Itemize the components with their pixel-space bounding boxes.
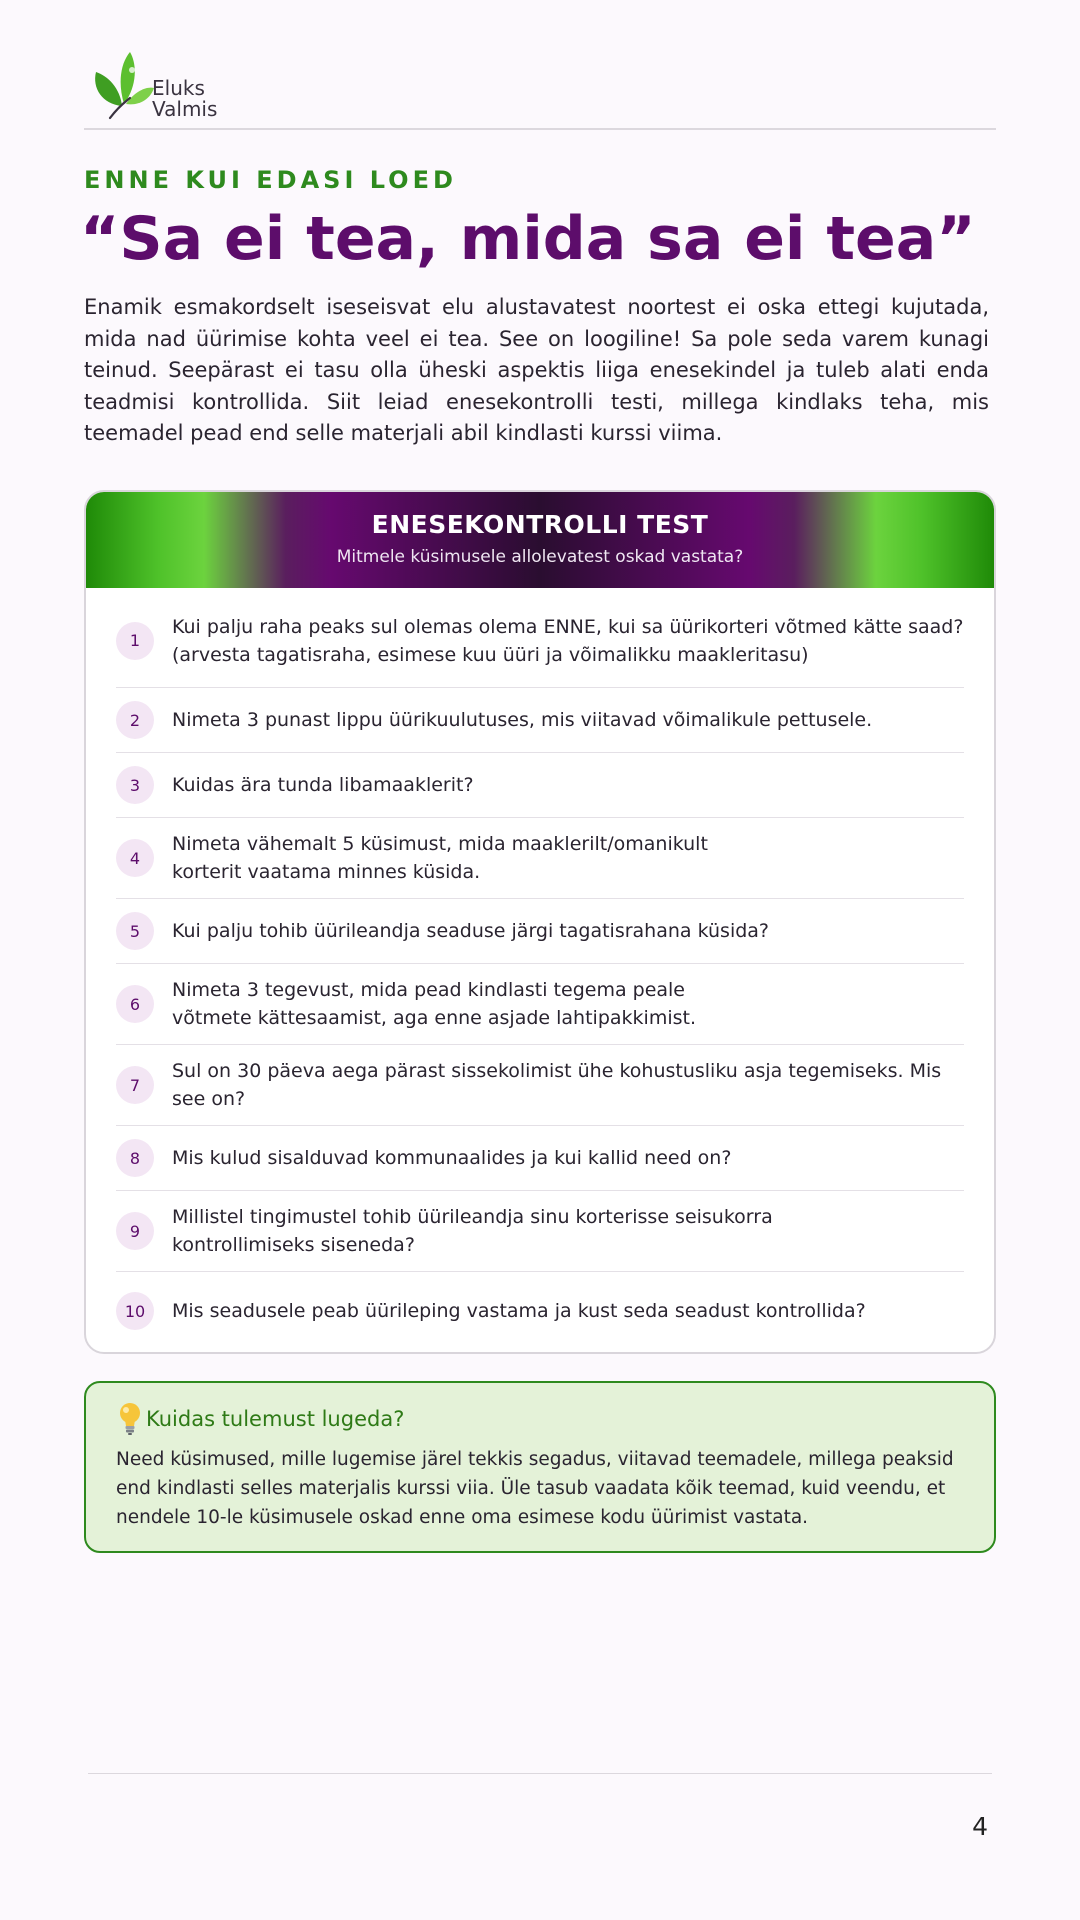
logo-line-2: Valmis <box>152 97 218 121</box>
question-item <box>116 899 964 964</box>
question-item <box>116 1045 964 1126</box>
question-number-badge: 8 <box>116 1139 154 1177</box>
question-text: Kui palju tohib üürileandja seaduse järgi tagatisrahana küsida? <box>172 920 770 942</box>
result-tip-box <box>84 1381 996 1553</box>
question-item <box>116 688 964 753</box>
self-test-subtitle: Mitmele küsimusele allolevatest oskad vastata? <box>336 547 744 567</box>
self-test-card <box>84 490 996 1354</box>
question-text: Sul on 30 päeva aega pärast sissekolimist ühe kohustusliku asja tegemiseks. Mis see on? <box>172 1060 942 1110</box>
question-item <box>116 818 964 899</box>
question-text: Nimeta 3 punast lippu üürikuulutuses, mis viitavad võimalikule pettusele. <box>172 709 873 731</box>
intro-paragraph: Enamik esmakordselt iseseisvat elu alustavatest noortest ei oska ettegi kujutada, mida nad üürimise kohta veel ei tea. See on loogiline! Sa pole seda varem kunagi teinud. Seepärast ei tasu olla üheski aspektis liiga enesekindel ja tuleb alati enda teadmisi kontrollida. Siit leiad enesekontrolli testi, millega kindlaks teha, mis teemadel pead end selle materjali abil kindlasti kurssi viima. <box>84 295 989 445</box>
question-item <box>116 1126 964 1191</box>
question-list <box>86 588 994 1350</box>
question-number-badge: 3 <box>116 766 154 804</box>
question-text: Kuidas ära tunda libamaaklerit? <box>172 774 474 796</box>
question-number-badge: 6 <box>116 985 154 1023</box>
question-number-badge: 2 <box>116 701 154 739</box>
footer-divider <box>88 1773 992 1774</box>
page-header <box>84 48 996 130</box>
page-title: “Sa ei tea, mida sa ei tea” <box>80 204 976 274</box>
logo-line-1: Eluks <box>152 76 205 100</box>
question-text: Mis kulud sisalduvad kommunaalides ja kui kallid need on? <box>172 1147 732 1169</box>
logo-text <box>152 78 217 120</box>
lightbulb-icon <box>116 1401 144 1437</box>
self-test-title: ENESEKONTROLLI TEST <box>371 510 709 539</box>
section-eyebrow: ENNE KUI EDASI LOED <box>84 166 457 194</box>
question-number-badge: 4 <box>116 839 154 877</box>
question-number-badge: 10 <box>116 1292 154 1330</box>
question-text: Millistel tingimustel tohib üürileandja sinu korterisse seisukorra kontrollimiseks siseneda? <box>172 1206 773 1256</box>
question-text: Nimeta 3 tegevust, mida pead kindlasti tegema peale võtmete kättesaamist, aga enne asjade lahtipakkimist. <box>172 979 696 1029</box>
tip-header <box>116 1401 968 1437</box>
question-number-badge: 5 <box>116 912 154 950</box>
page-number: 4 <box>972 1812 988 1841</box>
question-number-badge: 7 <box>116 1066 154 1104</box>
question-item <box>116 594 964 688</box>
question-item <box>116 1272 964 1350</box>
question-number-badge: 1 <box>116 622 154 660</box>
question-item <box>116 753 964 818</box>
question-text: Kui palju raha peaks sul olemas olema ENNE, kui sa üürikorteri võtmed kätte saad? (arvesta tagatisraha, esimese kuu üüri ja võimalikku maakleritasu) <box>172 615 964 666</box>
tip-body: Need küsimused, mille lugemise järel tekkis segadus, viitavad teemadele, millega peaksid end kindlasti selles materjalis kurssi viia. Üle tasub vaadata kõik teemad, kuid veendu, et nendele 10-le küsimusele oskad enne oma esimese kodu üürimist vastata. <box>116 1449 954 1528</box>
question-item <box>116 964 964 1045</box>
question-text: Nimeta vähemalt 5 küsimust, mida maaklerilt/omanikult korterit vaatama minnes küsida. <box>172 833 708 883</box>
question-item <box>116 1191 964 1272</box>
question-text: Mis seadusele peab üürileping vastama ja kust seda seadust kontrollida? <box>172 1300 866 1322</box>
question-number-badge: 9 <box>116 1212 154 1250</box>
self-test-header <box>86 492 994 588</box>
tip-title: Kuidas tulemust lugeda? <box>146 1407 405 1431</box>
